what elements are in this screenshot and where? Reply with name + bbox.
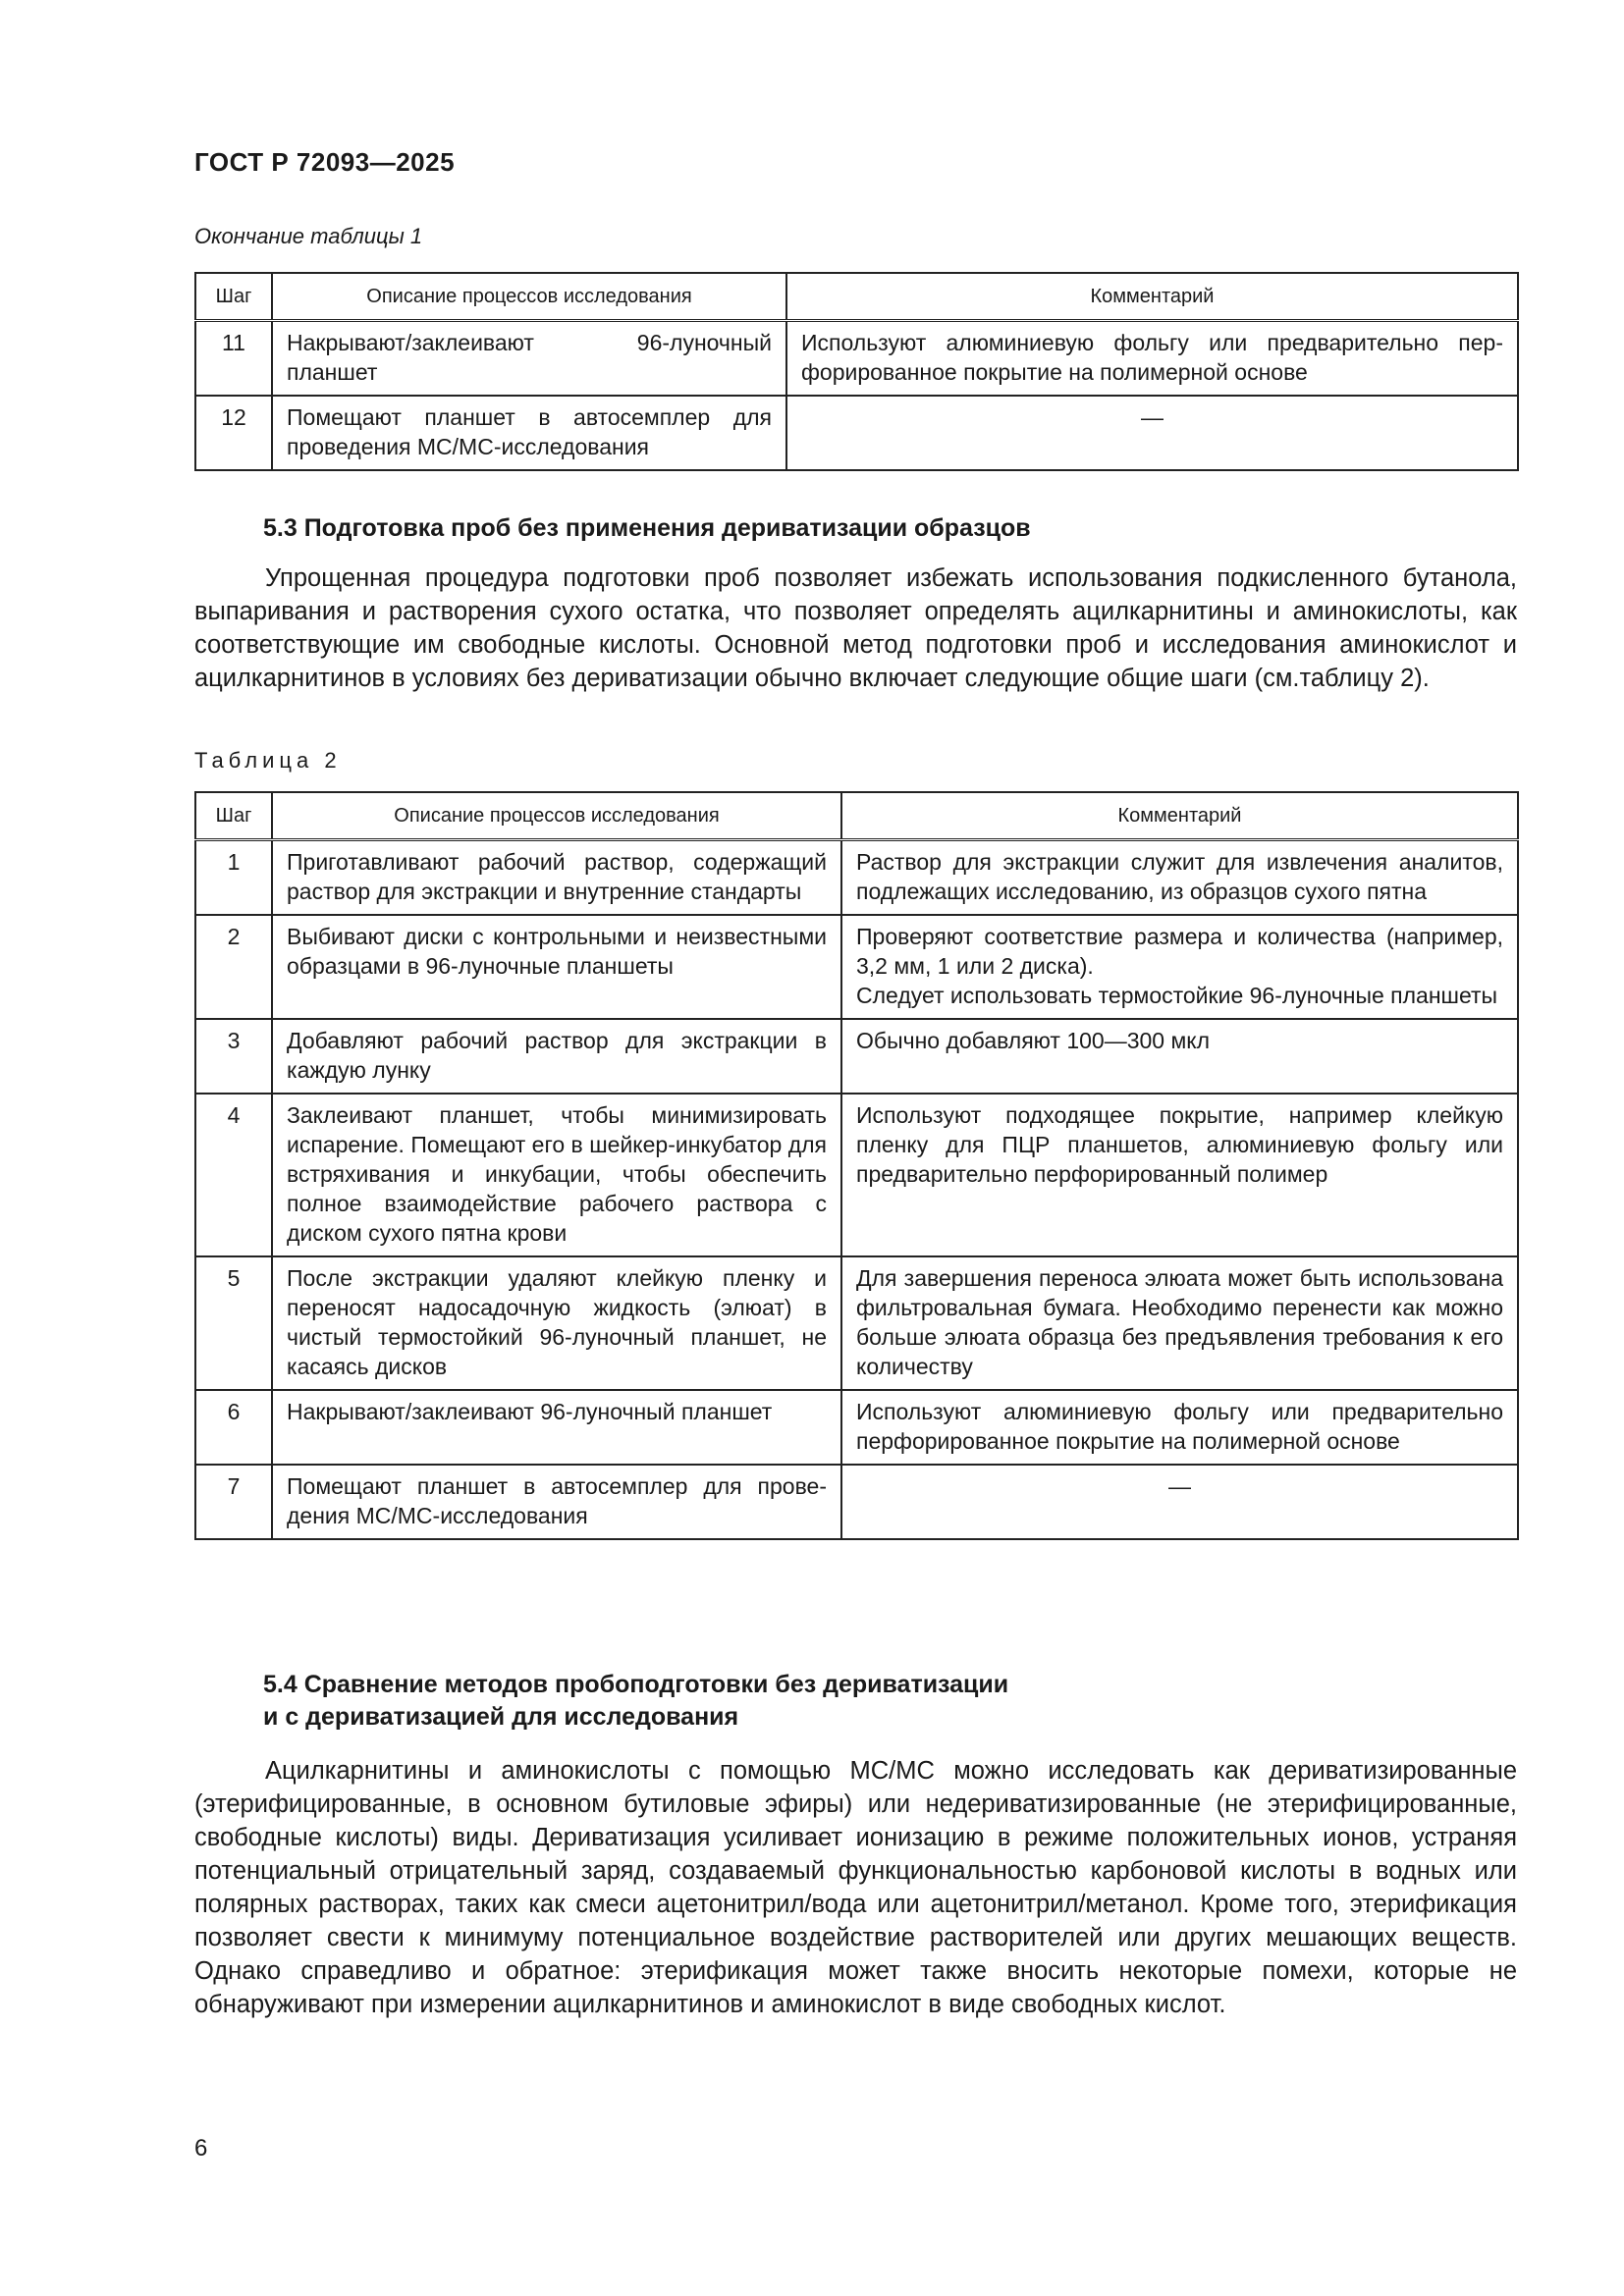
step-description: Помещают планшет в автосемплер для проведения МС/МС-исследования [272, 396, 786, 470]
step-comment: — [786, 396, 1518, 470]
section-5-3-paragraph: Упрощенная процедура подготовки проб позволяет избежать использования подкисленного бутанола, выпаривания и растворения сухого остатка, что позволяет определять ацилкарнитины и аминокислоты, как соответствующие им свободные кислоты. Основной метод подготовки проб и исследования аминокислот и ацилкарнитинов в условиях без дериватизации обычно включает следующие общие шаги (см.таблицу 2). [194, 564, 1517, 692]
table-row [195, 1019, 1518, 1094]
table-row [195, 321, 1518, 397]
step-number: 11 [195, 321, 272, 397]
step-comment: Раствор для экстракции служит для извлечения аналитов, подлежащих исследованию, из образцов сухого пятна [841, 840, 1518, 916]
column-header-comment: Комментарий [841, 792, 1518, 840]
section-5-3-title: 5.3 Подготовка проб без применения дериватизации образцов [263, 514, 1031, 542]
step-number: 2 [195, 915, 272, 1019]
column-header-description: Описание процессов исследования [272, 792, 841, 840]
step-description: Заклеивают планшет, чтобы минимизировать испарение. Помещают его в шейкер-инкубатор для встряхивания и инкубации, чтобы обеспечить полное взаимодействие рабочего раствора с диском сухого пятна крови [272, 1094, 841, 1256]
column-header-description: Описание процессов исследования [272, 273, 786, 321]
step-comment: Используют подходящее покрытие, например клейкую пленку для ПЦР планшетов, алюминиевую фольгу или предварительно перфорированный полимер [841, 1094, 1518, 1256]
table-row [195, 915, 1518, 1019]
section-5-4-title-line: и с дериватизацией для исследования [263, 1703, 739, 1731]
step-description: Накрывают/заклеивают 96-луночный планшет [272, 321, 786, 397]
table-row [195, 1465, 1518, 1539]
step-number: 4 [195, 1094, 272, 1256]
step-description: Выбивают диски с контрольными и неизвестными образцами в 96-луночные планшеты [272, 915, 841, 1019]
table1-caption: Окончание таблицы 1 [194, 224, 423, 248]
table2-caption: Таблица 2 [194, 748, 342, 773]
step-description: Добавляют рабочий раствор для экстракции в каждую лунку [272, 1019, 841, 1094]
step-comment: Используют алюминиевую фольгу или предварительно перфорированное покрытие на полимерной основе [841, 1390, 1518, 1465]
step-number: 5 [195, 1256, 272, 1390]
column-header-step: Шаг [195, 792, 272, 840]
column-header-step: Шаг [195, 273, 272, 321]
step-comment: Используют алюминиевую фольгу или предварительно перфорированное покрытие на полимерной основе [786, 321, 1518, 397]
step-number: 1 [195, 840, 272, 916]
table-header-row [195, 792, 1518, 840]
section-5-4-title [263, 1669, 1008, 1734]
page-number: 6 [194, 2135, 208, 2162]
step-number: 3 [195, 1019, 272, 1094]
step-comment: — [841, 1465, 1518, 1539]
step-number: 12 [195, 396, 272, 470]
table-header-row [195, 273, 1518, 321]
step-comment-line: Следует использовать термостойкие 96-луночные планшеты [856, 983, 1498, 1008]
step-number: 6 [195, 1390, 272, 1465]
table-row [195, 396, 1518, 470]
step-comment: Обычно добавляют 100—300 мкл [841, 1019, 1518, 1094]
document-code: ГОСТ Р 72093—2025 [194, 147, 456, 177]
step-comment [841, 915, 1518, 1019]
step-description: Накрывают/заклеивают 96-луночный планшет [272, 1390, 841, 1465]
step-number: 7 [195, 1465, 272, 1539]
section-5-4-title-line: 5.4 Сравнение методов пробоподготовки без дериватизации [263, 1671, 1009, 1698]
step-comment-line: Проверяют соответствие размера и количества (например, 3,2 мм, 1 или 2 диска). [856, 924, 1503, 979]
step-description: Приготавливают рабочий раствор, содержащий раствор для экстракции и внутренние стандарты [272, 840, 841, 916]
table-row [195, 1256, 1518, 1390]
column-header-comment: Комментарий [786, 273, 1518, 321]
section-5-4-paragraph: Ацилкарнитины и аминокислоты с помощью МС/МС можно исследовать как дериватизированные (этерифицированные, в основном бутиловые эфиры) или недериватизированные (не этерифицированные, свободные кислоты) виды. Дериватизация усиливает ионизацию в режиме положительных ионов, устраняя потенциальный отрицательный заряд, создаваемый функциональностью карбоновой кислоты в водных или полярных растворах, таких как смеси ацетонитрил/вода или ацетонитрил/метанол. Кроме того, этерификация позволяет свести к минимуму потенциальное воздействие растворителей или других мешающих веществ. Однако справедливо и обратное: этерификация может также вносить некоторые помехи, которые не обнаруживают при измерении ацилкарнитинов и аминокислот в виде свободных кислот. [194, 1757, 1517, 2018]
step-description: Помещают планшет в автосемплер для проведения МС/МС-исследования [272, 1465, 841, 1539]
table-row [195, 1390, 1518, 1465]
table-1-end [194, 272, 1519, 471]
step-comment: Для завершения переноса элюата может быть использована фильтровальная бумага. Необходимо перенести как можно больше элюата образца без предъявления требования к его количеству [841, 1256, 1518, 1390]
step-description: После экстракции удаляют клейкую пленку и переносят надосадочную жидкость (элюат) в чистый термостойкий 96-луночный планшет, не касаясь дисков [272, 1256, 841, 1390]
table-row [195, 840, 1518, 916]
table-2 [194, 791, 1519, 1540]
table-row [195, 1094, 1518, 1256]
